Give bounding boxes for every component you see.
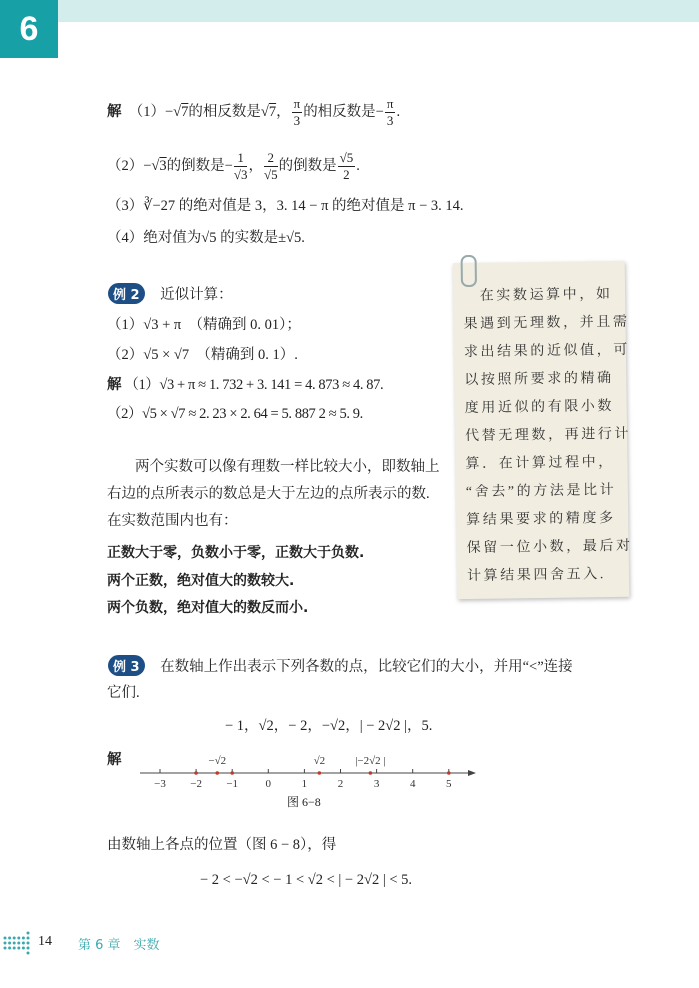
note-line: 计算结果四舍五入. [466,567,607,585]
solution-line-3: （3）∛−27 的绝对值是 3，3. 14 − π 的绝对值是 π − 3. 14. [107,198,464,214]
t: . [396,103,401,120]
dot [13,937,16,940]
note-line: 求出结果的近似值，可 [463,342,630,361]
t: 的相反数是√ [188,103,269,120]
chapter-tab: 6 [0,0,58,58]
side-note [453,261,633,599]
solution-line-1 [107,96,400,129]
tick-label: −2 [190,778,202,790]
point [447,771,451,775]
example-2-a2: （2）√5 × √7 ≈ 2. 23 × 2. 64 = 5. 887 2 ≈ 5. 9. [107,406,363,422]
t: 7 [268,103,277,120]
dot [17,942,20,945]
dot [27,947,30,950]
t: 3 [293,113,301,128]
t: 2 [343,167,350,182]
point [194,771,198,775]
dot [27,937,30,940]
dot [13,942,16,945]
note-line: “舍去”的方法是比计 [465,482,617,501]
ordering-result: − 2 < −√2 < − 1 < √2 < | − 2√2 | < 5. [200,872,413,888]
paperclip-icon [461,255,477,287]
note-line: 算．在计算过程中， [465,454,615,473]
t: √3 [233,167,248,182]
dot [27,942,30,945]
point-label: −√2 [208,755,227,767]
note-line: 算结果要求的精度多 [466,510,616,529]
rule-line: 两个负数，绝对值大的数反而小. [107,600,309,616]
dot [8,947,11,950]
t: 例 [113,288,127,303]
t: π [386,96,394,111]
t: 3 [386,113,394,128]
t: 的相反数是− [303,103,384,120]
solution-line-4: （4）绝对值为√5 的实数是±√5. [107,230,305,246]
note-line: 代替无理数，再进行计 [464,426,632,445]
dot [22,937,25,940]
example-badge [108,283,145,304]
t: 2 [264,150,278,167]
t: 3 [130,660,140,675]
example-2-a1 [107,375,383,395]
t: ， [276,103,291,120]
paragraph-line: 两个实数可以像有理数一样比较大小，即数轴上 [135,459,440,475]
dot [8,937,11,940]
fraction [292,96,303,129]
t: ， [248,157,263,174]
tick-label: 1 [301,778,308,790]
rule-line: 正数大于零，负数小于零，正数大于负数. [107,545,365,561]
example-2-q1: （1）√3 + π （精确到 0. 01）； [107,317,301,333]
figure-caption: 图 6−8 [287,795,321,809]
t: √5 [339,150,354,165]
number-list: − 1，√2，− 2，−√2，| − 2√2 |，5. [225,718,433,734]
t: 1 [234,150,248,167]
example-3-heading [108,655,573,677]
tick-label: 0 [265,778,272,790]
paragraph-line: 右边的点所表示的数总是大于左边的点所表示的数. [107,486,430,502]
t: 的倒数是 [278,157,337,174]
number-line [130,745,490,795]
dot [13,947,16,950]
t: 的倒数是− [166,157,233,174]
page-dots-icon [2,930,36,956]
solution-label: 解 [107,377,122,393]
conclusion-text: 由数轴上各点的位置（图 6 − 8），得 [107,837,337,853]
dot [8,942,11,945]
fraction [338,150,356,183]
dot [27,952,30,955]
t: 在数轴上作出表示下列各数的点，比较它们的大小，并用“<”连接 [160,659,573,675]
t: 7 [181,103,189,120]
tick-label: −1 [226,778,239,790]
solution-line-2 [107,150,360,183]
dot [22,947,25,950]
example-3-q2: 它们. [107,685,140,701]
solution-label: 解 [107,752,122,768]
tick-label: 2 [337,778,344,790]
example-badge [108,655,145,676]
point [230,771,234,775]
t: （2）−√ [107,157,160,174]
dot [4,947,7,950]
point [369,771,373,775]
point [318,771,322,775]
page-number: 14 [38,934,52,949]
note-line: 以按照所要求的精确 [464,370,614,389]
dot [27,932,30,935]
dot [17,947,20,950]
fraction [234,150,248,183]
note-line: 在实数运算中，如 [463,286,613,305]
tick-label: 5 [446,778,452,790]
note-line: 保留一位小数，最后对 [466,538,633,557]
t: 3 [159,157,167,174]
fraction [264,150,278,183]
dot [17,937,20,940]
t: π [293,96,301,111]
tick-label: −3 [154,778,166,790]
t: 近似计算： [160,287,233,303]
point [215,771,219,775]
t: （1）√3 + π ≈ 1. 732 + 3. 141 = 4. 873 ≈ 4. 87. [124,377,384,393]
example-2-heading [108,283,233,305]
dot [4,937,7,940]
paragraph-line: 在实数范围内也有： [107,513,238,529]
dot [4,942,7,945]
chapter-title: 第 6 章 实数 [78,938,160,953]
note-line: 果遇到无理数，并且需 [463,314,630,333]
arrow-icon [468,770,476,776]
tick-label: 4 [409,778,416,790]
point-label: |−2√2 | [355,755,386,767]
tick-label: 3 [373,778,380,790]
rule-line: 两个正数，绝对值大的数较大. [107,573,295,589]
fraction [385,96,396,129]
t: （1）−√ [136,103,182,120]
t: 例 [113,660,127,675]
t: 2 [130,288,140,303]
t: √5 [263,167,278,182]
point-label: √2 [313,755,326,767]
example-2-q2: （2）√5 × √7 （精确到 0. 1）. [107,347,298,363]
t: . [356,157,360,174]
solution-label: 解 [107,103,122,120]
dot [22,942,25,945]
header-bar [58,0,699,22]
note-line: 度用近似的有限小数 [464,398,615,417]
